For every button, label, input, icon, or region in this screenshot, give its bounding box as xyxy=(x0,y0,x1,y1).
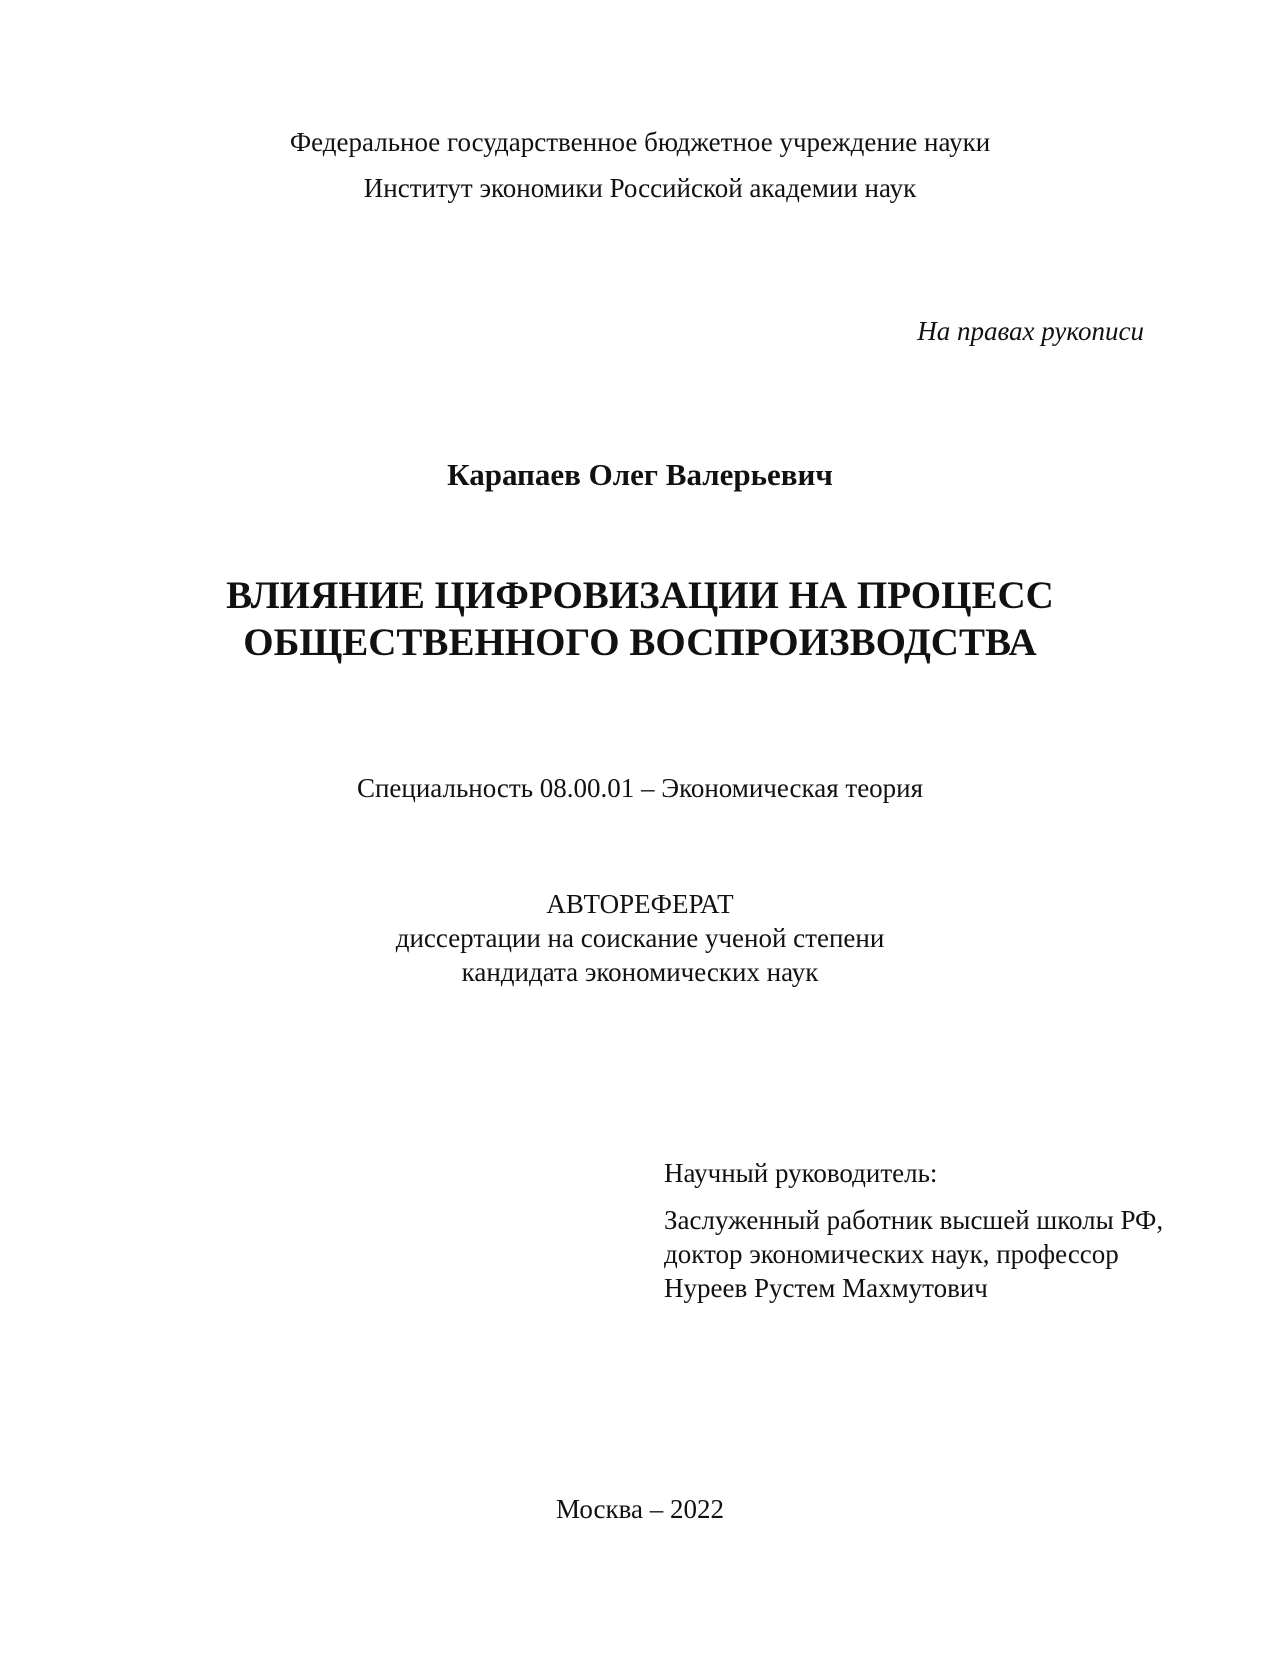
organization-line-1: Федеральное государственное бюджетное учреждение науки xyxy=(289,127,991,157)
author-name: Карапаев Олег Валерьевич xyxy=(447,457,833,492)
dissertation-title-line-1: ВЛИЯНИЕ ЦИФРОВИЗАЦИИ НА ПРОЦЕСС xyxy=(226,574,1054,617)
abstract-line-1: диссертации на соискание ученой степени xyxy=(395,923,885,953)
abstract-heading: АВТОРЕФЕРАТ xyxy=(546,889,734,919)
manuscript-note: На правах рукописи xyxy=(917,316,1144,346)
advisor-line-2: доктор экономических наук, профессор xyxy=(664,1239,1119,1269)
city-year: Москва – 2022 xyxy=(556,1494,724,1524)
dissertation-title-line-2: ОБЩЕСТВЕННОГО ВОСПРОИЗВОДСТВА xyxy=(243,621,1037,664)
advisor-line-1: Заслуженный работник высшей школы РФ, xyxy=(664,1205,1164,1235)
abstract-line-2: кандидата экономических наук xyxy=(461,957,819,987)
advisor-label: Научный руководитель: xyxy=(664,1158,938,1188)
specialty: Специальность 08.00.01 – Экономическая теория xyxy=(356,773,924,803)
advisor-name: Нуреев Рустем Махмутович xyxy=(664,1273,988,1303)
organization-line-2: Институт экономики Российской академии наук xyxy=(363,173,917,203)
